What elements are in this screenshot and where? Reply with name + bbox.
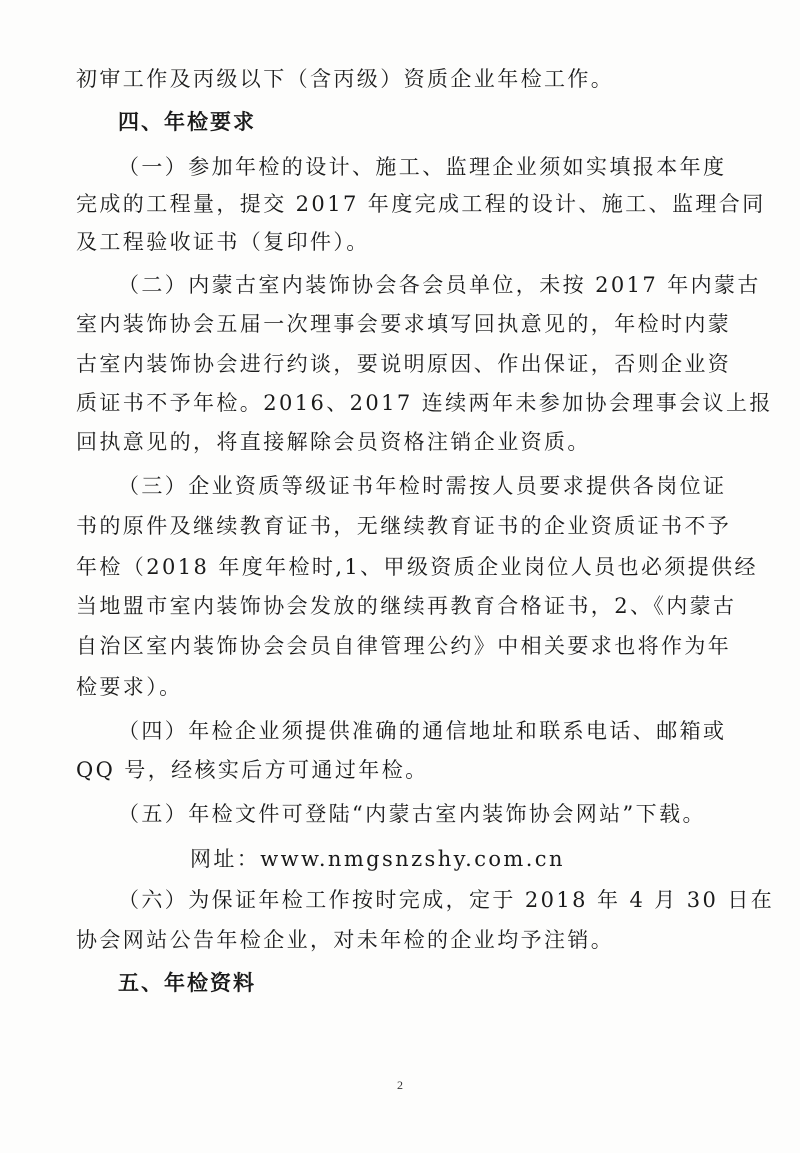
text-line: 当地盟市室内装饰协会发放的继续再教育合格证书，2、《内蒙古 <box>76 594 737 618</box>
page-number: 2 <box>397 1078 403 1092</box>
text-line: 初审工作及丙级以下（含丙级）资质企业年检工作。 <box>76 67 615 91</box>
text-line: 及工程验收证书（复印件）。 <box>76 230 370 254</box>
text-line: 室内装饰协会五届一次理事会要求填写回执意见的，年检时内蒙 <box>76 312 732 336</box>
section-heading-4: 四、年检要求 <box>118 110 256 134</box>
text-line: （二）内蒙古室内装饰协会各会员单位，未按 2017 年内蒙古 <box>118 273 761 297</box>
text-line: （五）年检文件可登陆“内蒙古室内装饰协会网站”下载。 <box>118 802 706 826</box>
text-line: 回执意见的，将直接解除会员资格注销企业资质。 <box>76 430 591 454</box>
text-line: 自治区室内装饰协会会员自律管理公约》中相关要求也将作为年 <box>76 634 732 658</box>
text-line: （三）企业资质等级证书年检时需按人员要求提供各岗位证 <box>118 474 727 498</box>
text-line: 古室内装饰协会进行约谈，要说明原因、作出保证，否则企业资 <box>76 352 732 376</box>
text-line: （四）年检企业须提供准确的通信地址和联系电话、邮箱或 <box>118 719 727 743</box>
section-heading-5: 五、年检资料 <box>118 971 256 995</box>
text-line: （六）为保证年检工作按时完成，定于 2018 年 4 月 30 日在 <box>118 888 775 912</box>
text-line: 完成的工程量，提交 2017 年度完成工程的设计、施工、监理合同 <box>76 192 766 216</box>
text-line: 检要求）。 <box>76 675 183 699</box>
text-line: 年检（2018 年度年检时,1、甲级资质企业岗位人员也必须提供经 <box>76 555 758 579</box>
text-line: 协会网站公告年检企业，对未年检的企业均予注销。 <box>76 928 615 952</box>
text-line: （一）参加年检的设计、施工、监理企业须如实填报本年度 <box>118 155 727 179</box>
text-line: QQ 号，经核实后方可通过年检。 <box>76 758 429 782</box>
text-line: 书的原件及继续教育证书，无继续教育证书的企业资质证书不予 <box>76 514 732 538</box>
website-line: 网址：www.nmgsnzshy.com.cn <box>190 847 565 871</box>
text-line: 质证书不予年检。2016、2017 连续两年未参加协会理事会议上报 <box>76 391 773 415</box>
